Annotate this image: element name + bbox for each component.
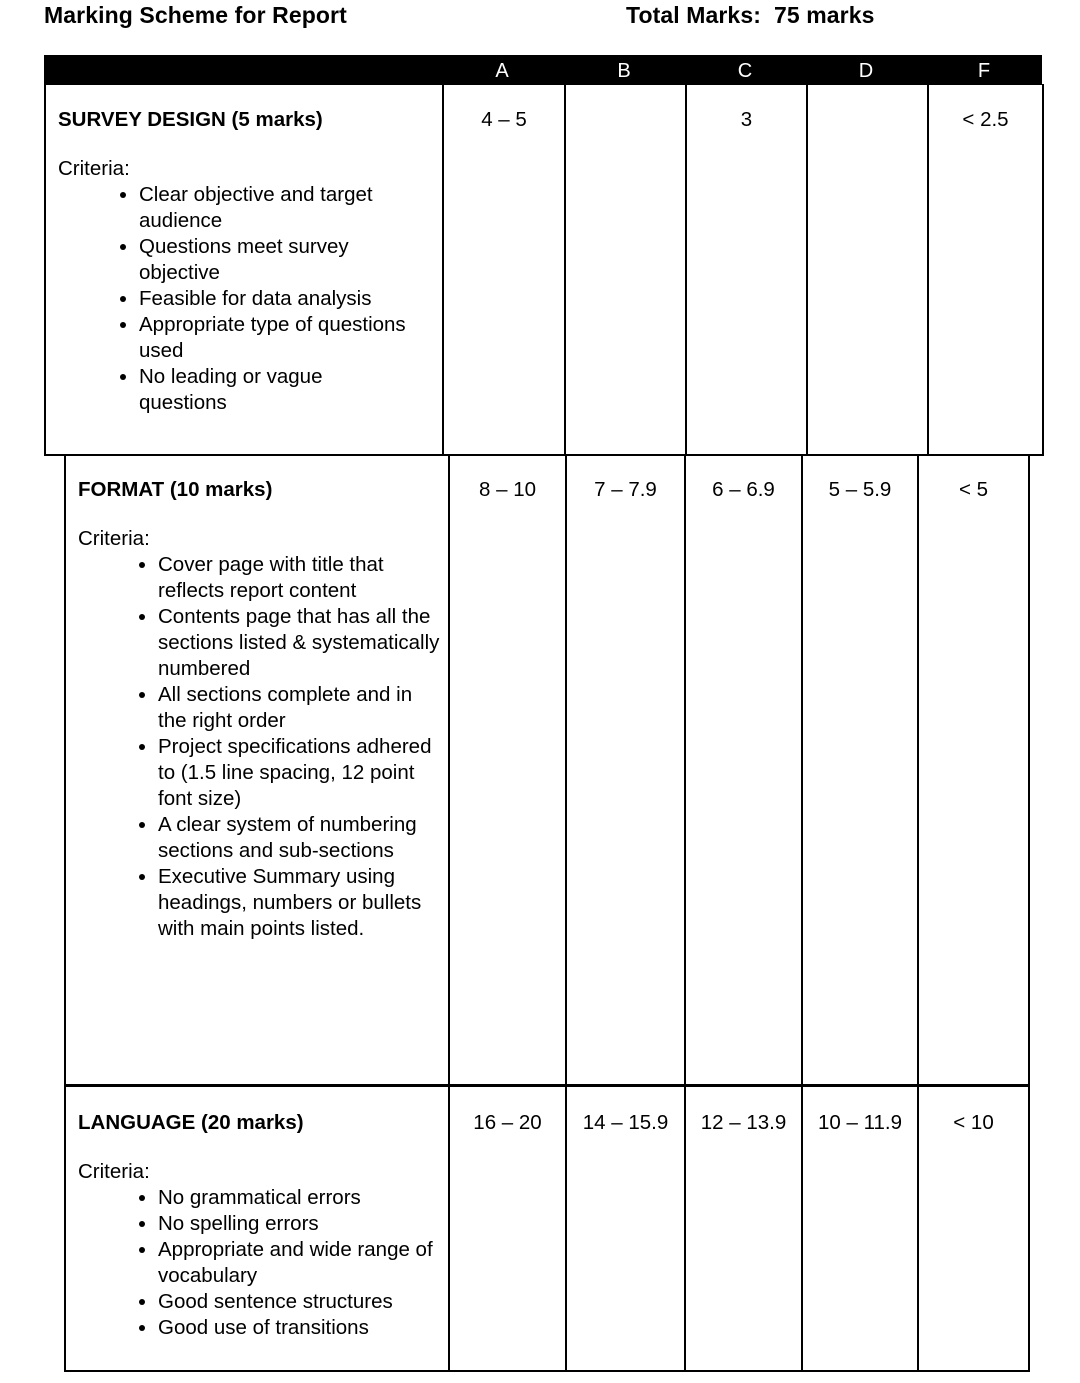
survey-design-table bbox=[44, 84, 1044, 456]
section-criteria-cell bbox=[65, 1086, 449, 1371]
grade-header-d: D bbox=[858, 60, 874, 82]
list-item: • No leading or vague questions bbox=[139, 364, 409, 416]
list-item: • Feasible for data analysis bbox=[139, 286, 409, 312]
total-marks bbox=[626, 2, 875, 29]
grade-b-range bbox=[565, 84, 686, 455]
list-item: • A clear system of numbering sections and sub-sections bbox=[158, 812, 444, 864]
page-title: Marking Scheme for Report bbox=[44, 2, 347, 28]
list-item: • Project specifications adhered to (1.5 line spacing, 12 point font size) bbox=[158, 734, 444, 812]
grade-a-range: 4 – 5 bbox=[443, 84, 565, 455]
list-item: • Cover page with title that reflects report content bbox=[158, 552, 444, 604]
grade-b-range: 7 – 7.9 bbox=[566, 454, 685, 1085]
list-item: • No grammatical errors bbox=[158, 1185, 448, 1211]
grade-f-range: < 5 bbox=[918, 454, 1029, 1085]
list-item: • Executive Summary using headings, numbers or bullets with main points listed. bbox=[158, 864, 444, 942]
list-item: • Good sentence structures bbox=[158, 1289, 448, 1315]
section-heading: LANGUAGE (20 marks) bbox=[78, 1111, 304, 1134]
list-item: • Contents page that has all the sections listed & systematically numbered bbox=[158, 604, 444, 682]
table-row bbox=[45, 84, 1043, 455]
grade-f-range: < 2.5 bbox=[928, 84, 1043, 455]
criteria-label: Criteria: bbox=[58, 157, 130, 180]
grade-c-range: 6 – 6.9 bbox=[685, 454, 802, 1085]
grade-d-range: 5 – 5.9 bbox=[802, 454, 918, 1085]
format-table bbox=[64, 454, 1030, 1086]
grade-d-range bbox=[807, 84, 928, 455]
section-heading: SURVEY DESIGN (5 marks) bbox=[58, 108, 323, 131]
grade-header-c: C bbox=[737, 60, 753, 82]
section-heading: FORMAT (10 marks) bbox=[78, 478, 273, 501]
section-criteria-cell bbox=[45, 84, 443, 455]
list-item: • No spelling errors bbox=[158, 1211, 448, 1237]
list-item: • Questions meet survey objective bbox=[139, 234, 409, 286]
grade-header-bar bbox=[44, 55, 1042, 85]
list-item: • Appropriate and wide range of vocabulary bbox=[158, 1237, 448, 1289]
list-item: • Appropriate type of questions used bbox=[139, 312, 409, 364]
grade-header-f: F bbox=[977, 60, 991, 82]
grade-d-range: 10 – 11.9 bbox=[802, 1086, 918, 1371]
criteria-list bbox=[78, 552, 444, 942]
language-table bbox=[64, 1085, 1030, 1372]
list-item: • All sections complete and in the right order bbox=[158, 682, 444, 734]
grade-c-range: 12 – 13.9 bbox=[685, 1086, 802, 1371]
grade-b-range: 14 – 15.9 bbox=[566, 1086, 685, 1371]
criteria-list bbox=[58, 182, 409, 416]
list-item: • Good use of transitions bbox=[158, 1315, 448, 1341]
grade-header-a: A bbox=[495, 60, 509, 82]
grade-header-b: B bbox=[617, 60, 631, 82]
criteria-list bbox=[78, 1185, 448, 1341]
total-marks-label: Total Marks: bbox=[626, 2, 761, 28]
grade-a-range: 16 – 20 bbox=[449, 1086, 566, 1371]
total-marks-value: 75 marks bbox=[773, 2, 875, 28]
grade-f-range: < 10 bbox=[918, 1086, 1029, 1371]
table-row bbox=[65, 454, 1029, 1085]
section-criteria-cell bbox=[65, 454, 449, 1085]
criteria-label: Criteria: bbox=[78, 1160, 150, 1183]
table-row bbox=[65, 1086, 1029, 1371]
grade-c-range: 3 bbox=[686, 84, 807, 455]
list-item: • Clear objective and target audience bbox=[139, 182, 409, 234]
criteria-label: Criteria: bbox=[78, 527, 150, 550]
grade-a-range: 8 – 10 bbox=[449, 454, 566, 1085]
